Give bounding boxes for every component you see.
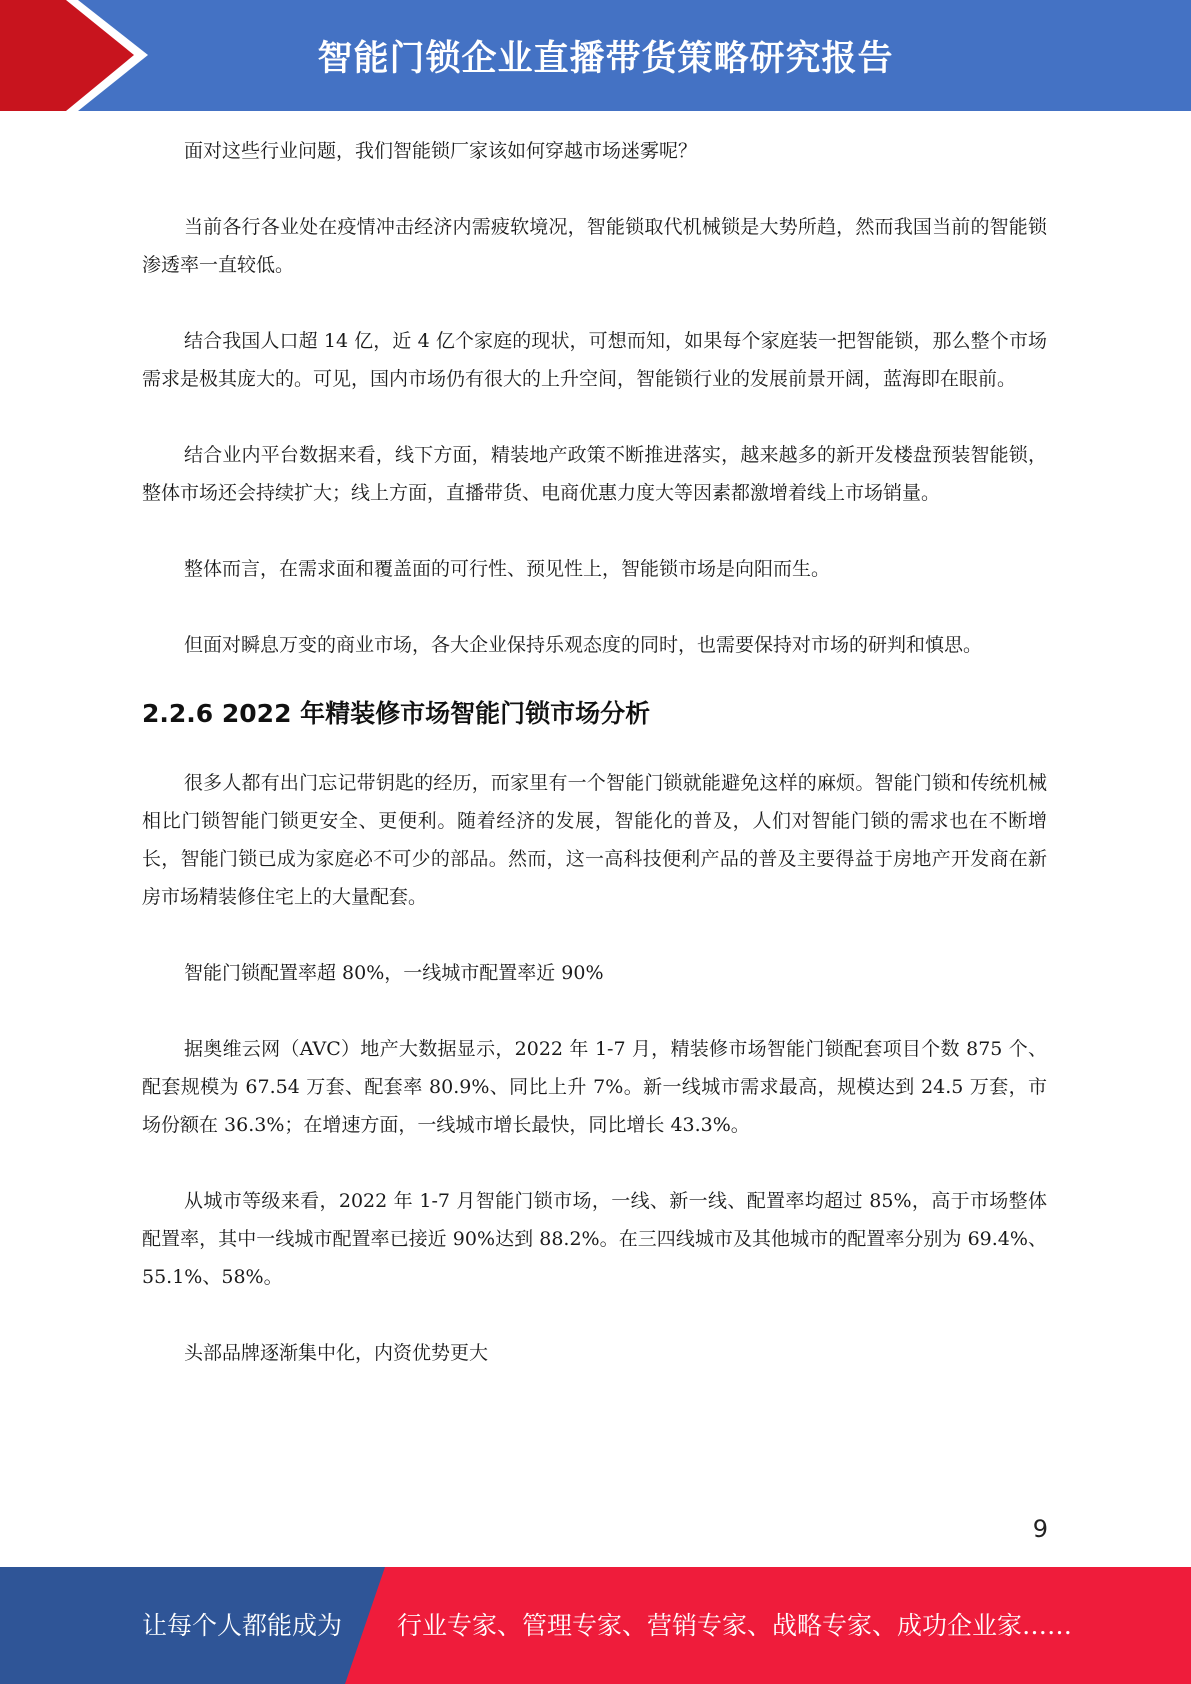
body-paragraph: 结合业内平台数据来看，线下方面，精装地产政策不断推进落实，越来越多的新开发楼盘预装智能锁，整体市场还会持续扩大；线上方面，直播带货、电商优惠力度大等因素都激增着线上市场销量。 xyxy=(142,444,1047,504)
body-paragraph: 结合我国人口超 14 亿，近 4 亿个家庭的现状，可想而知，如果每个家庭装一把智能锁，那么整个市场需求是极其庞大的。可见，国内市场仍有很大的上升空间，智能锁行业的发展前景开阔，蓝海即在眼前。 xyxy=(142,330,1047,390)
body-paragraph: 头部品牌逐渐集中化，内资优势更大 xyxy=(184,1342,489,1364)
body-paragraph: 但面对瞬息万变的商业市场，各大企业保持乐观态度的同时，也需要保持对市场的研判和慎思。 xyxy=(184,634,983,656)
report-title: 智能门锁企业直播带货策略研究报告 xyxy=(317,38,894,79)
page-header xyxy=(0,0,1191,111)
body-paragraph: 从城市等级来看，2022 年 1-7 月智能门锁市场，一线、新一线、配置率均超过 85%，高于市场整体配置率，其中一线城市配置率已接近 90%达到 88.2%。在三四线城市及其他城市的配置率分别为 69.4%、55.1%、58%。 xyxy=(142,1190,1047,1288)
footer-slogan-left: 让每个人都能成为 xyxy=(142,1611,343,1640)
body-paragraph: 据奥维云网（AVC）地产大数据显示，2022 年 1-7 月，精装修市场智能门锁配套项目个数 875 个、配套规模为 67.54 万套、配套率 80.9%、同比上升 7%。新一线城市需求最高，规模达到 24.5 万套，市场份额在 36.3%；在增速方面，一线城市增长最快，同比增长 43.3%。 xyxy=(142,1038,1047,1136)
body-paragraph: 当前各行各业处在疫情冲击经济内需疲软境况，智能锁取代机械锁是大势所趋，然而我国当前的智能锁渗透率一直较低。 xyxy=(142,216,1047,276)
body-paragraph: 面对这些行业问题，我们智能锁厂家该如何穿越市场迷雾呢？ xyxy=(184,140,698,162)
page-footer xyxy=(0,1567,1191,1684)
body-paragraph: 整体而言，在需求面和覆盖面的可行性、预见性上，智能锁市场是向阳而生。 xyxy=(184,558,831,580)
body-paragraph: 智能门锁配置率超 80%，一线城市配置率近 90% xyxy=(184,962,604,984)
section-heading: 2.2.6 2022 年精装修市场智能门锁市场分析 xyxy=(142,699,651,728)
page-content xyxy=(142,132,1047,1372)
page-number: 9 xyxy=(1032,1515,1048,1543)
footer-slogan-right: 行业专家、管理专家、营销专家、战略专家、成功企业家…… xyxy=(397,1611,1073,1640)
body-paragraph: 很多人都有出门忘记带钥匙的经历，而家里有一个智能门锁就能避免这样的麻烦。智能门锁和传统机械相比门锁智能门锁更安全、更便利。随着经济的发展，智能化的普及，人们对智能门锁的需求也在不断增长，智能门锁已成为家庭必不可少的部品。然而，这一高科技便利产品的普及主要得益于房地产开发商在新房市场精装修住宅上的大量配套。 xyxy=(142,772,1047,908)
